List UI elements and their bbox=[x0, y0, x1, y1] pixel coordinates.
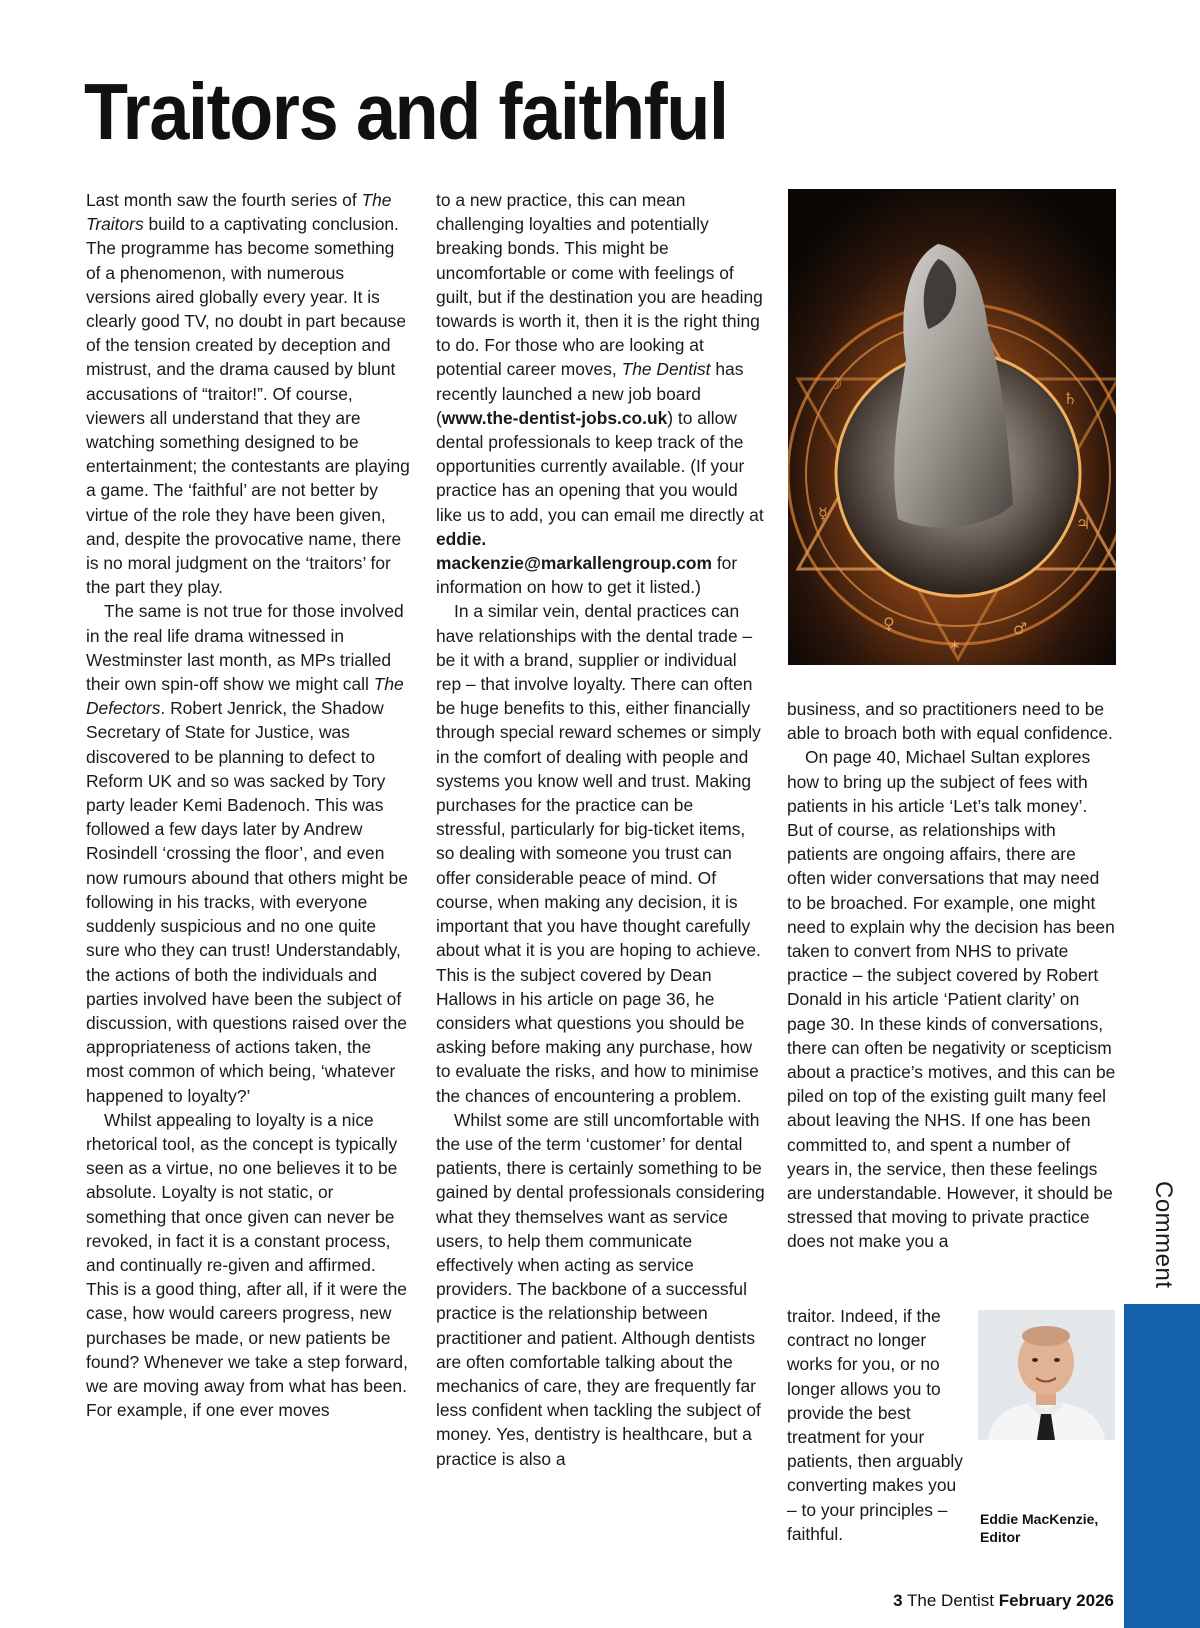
page-number: 3 bbox=[893, 1591, 903, 1610]
text-run: build to a captivating conclusion. The programme has become something of a phenomenon, with numerous versions aired globally every year. It is clearly good TV, no doubt in part because of the tension created by deception and mistrust, and the drama caused by blunt accusations of “traitor!”. Of course, viewers all understand that they are watching something designed to be entertainment; the contestants are playing a game. The ‘faithful’ are not better by virtue of the role they have been given, and, despite the provocative name, there is no moral judgment on the ‘traitors’ for the part they play. bbox=[86, 214, 410, 598]
page-footer bbox=[893, 1591, 1114, 1611]
svg-text:♃: ♃ bbox=[1076, 514, 1091, 533]
caption-role: Editor bbox=[980, 1529, 1021, 1545]
portrait-caption bbox=[980, 1510, 1120, 1546]
paragraph bbox=[436, 188, 766, 599]
text-run: On page 40, Michael Sultan explores how to bring up the subject of fees with patients in his article ‘Let’s talk money’. But of course, as relationships with patients are ongoing affairs, there are often wider conversations that may need to be broached. For example, one might need to explain why the decision has been taken to convert from NHS to private practice – the subject covered by Robert Donald in his article ‘Patient clarity’ on page 30. In these kinds of conversations, there can often be negativity or scepticism about a practice’s motives, and this can be piled on top of the existing guilt many feel about leaving the NHS. If one has been committed to, and spent a number of years in, the service, then these feelings are understandable. However, it should be stressed that moving to private practice does not make you a bbox=[787, 747, 1116, 1252]
text-run: has recently launched a new job board ( bbox=[436, 359, 744, 428]
body-column-3-wrap bbox=[787, 1304, 967, 1546]
text-run: Whilst appealing to loyalty is a nice rhetorical tool, as the concept is typically seen as a virtue, no one believes it to be absolute. Loyalty is not static, or something that once given can never be revoked, in fact it is a constant process, and continually re-given and affirmed. This is a good thing, after all, if it were the case, how would careers progress, new purchases be made, or new patients be found? Whenever we take a step forward, we are moving away from what has been. For example, if one ever moves bbox=[86, 1109, 408, 1421]
hooded-figure-illustration bbox=[788, 189, 1116, 665]
body-column-2 bbox=[436, 188, 766, 1471]
text-run: Last month saw the fourth series of bbox=[86, 190, 362, 210]
text-run: . Robert Jenrick, the Shadow Secretary of State for Justice, was discovered to be planning to defect to Reform UK and so was sacked by Tory party leader Kemi Badenoch. This was followed a few days later by Andrew Rosindell ‘crossing the floor’, and even now rumours abound that others might be following in his tracks, with everyone suddenly suspicious and no one quite sure who they can trust! Understandably, the actions of both the individuals and parties involved have been the subject of discussion, with questions raised over the appropriateness of actions taken, the most common of which being, ‘whatever happened to loyalty?’ bbox=[86, 698, 408, 1106]
text-run: business, and so practitioners need to be able to broach both with equal confidence. bbox=[787, 699, 1113, 744]
text-run: The same is not true for those involved in the real life drama witnessed in Westminster last month, as MPs trialled their own spin-off show we might call bbox=[86, 601, 404, 695]
svg-text:♀: ♀ bbox=[883, 614, 895, 633]
publication-name: The Dentist bbox=[907, 1591, 994, 1610]
issue-date: February 2026 bbox=[998, 1591, 1114, 1610]
paragraph bbox=[787, 1304, 967, 1546]
section-label: Comment bbox=[1150, 1181, 1177, 1289]
editor-portrait bbox=[978, 1310, 1115, 1440]
svg-text:♄: ♄ bbox=[1063, 389, 1078, 408]
text-run: Whilst some are still uncomfortable with the use of the term ‘customer’ for dental patients, there is certainly something to be gained by dental professionals considering what they themselves want as service users, to help them communicate effectively when acting as service providers. The backbone of a successful practice is the relationship between practitioner and patient. Although dentists are often comfortable talking about the mechanics of care, they are frequently far less confident when tackling the subject of money. Yes, dentistry is healthcare, but a practice is also a bbox=[436, 1109, 765, 1469]
italic-run: The Traitors bbox=[86, 190, 392, 235]
paragraph bbox=[787, 745, 1117, 1253]
section-tab bbox=[1124, 1304, 1200, 1628]
svg-text:☽: ☽ bbox=[828, 374, 843, 393]
svg-text:♂: ♂ bbox=[1013, 619, 1028, 638]
paragraph bbox=[86, 599, 412, 1107]
caption-name: Eddie MacKenzie, bbox=[980, 1511, 1099, 1527]
text-run: traitor. Indeed, if the contract no longer works for you, or no longer allows you to provide the best treatment for your patients, then arguably converting makes you – to your principles – faithful. bbox=[787, 1306, 963, 1544]
bold-run: www.the-dentist-jobs.co.uk bbox=[441, 407, 668, 428]
body-column-3 bbox=[787, 697, 1117, 1254]
text-run: ) to allow dental professionals to keep track of the opportunities currently available. (If your practice has an opening that you would like us to add, you can email me directly at bbox=[436, 407, 764, 525]
text-run: for information on how to get it listed.) bbox=[436, 553, 738, 598]
text-run: In a similar vein, dental practices can have relationships with the dental trade – be it with a brand, supplier or individual rep – that involve loyalty. There can often be huge benefits to this, either financially through special reward schemes or simply in the comfort of dealing with people and systems you know well and trust. Making purchases for the practice can be stressful, particularly for big-ticket items, so dealing with someone you trust can offer considerable peace of mind. Of course, when making any decision, it is important that you have thought carefully about what it is you are hoping to achieve. This is the subject covered by Dean Hallows in his article on page 36, he considers what questions you should be asking before making any purchase, how to evaluate the risks, and how to minimise the chances of encountering a problem. bbox=[436, 601, 761, 1106]
paragraph bbox=[86, 188, 412, 599]
text-run: to a new practice, this can mean challenging loyalties and potentially breaking bonds. This might be uncomfortable or come with feelings of guilt, but if the destination you are heading towards is worth it, then it is the right thing to do. For those who are looking at potential career moves, bbox=[436, 190, 763, 380]
headline: Traitors and faithful bbox=[84, 67, 728, 156]
svg-text:✶: ✶ bbox=[948, 636, 962, 655]
italic-run: The Dentist bbox=[621, 359, 711, 380]
body-column-1 bbox=[86, 188, 412, 1422]
paragraph bbox=[436, 599, 766, 1107]
italic-run: The Defectors bbox=[86, 674, 404, 719]
paragraph bbox=[787, 697, 1117, 745]
bold-run: eddie. mackenzie@markallengroup.com bbox=[436, 528, 712, 574]
svg-text:☿: ☿ bbox=[818, 504, 828, 523]
paragraph bbox=[436, 1108, 766, 1471]
paragraph bbox=[86, 1108, 412, 1423]
